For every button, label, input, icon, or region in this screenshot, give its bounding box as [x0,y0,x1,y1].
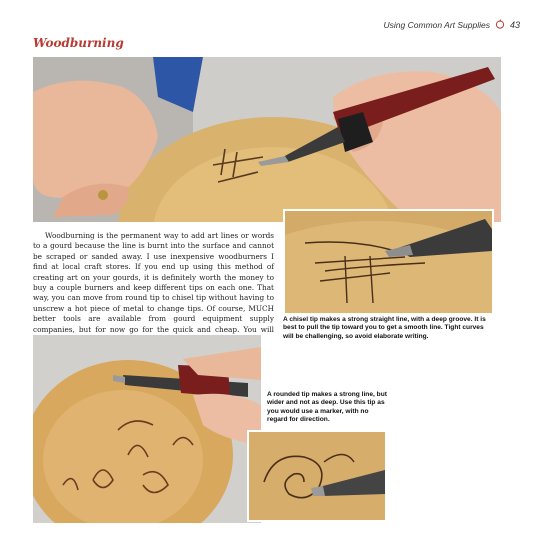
rounded-tip-photo [247,430,387,522]
section-title: Woodburning [33,36,124,50]
chisel-tip-caption: A chisel tip makes a strong straight line, with a deep groove. It is best to pull the tip toward you to get a smooth line. Tight curves will be challenging, so avoid elaborate writing. [283,316,486,340]
lettering-gourd-photo [33,335,261,523]
gourd-icon [495,19,505,31]
main-woodburning-photo [33,57,501,222]
page-number: 43 [509,20,520,30]
running-header [384,19,520,31]
rounded-tip-caption: A rounded tip makes a strong line, but wider and not as deep. Use this tip as you would use a marker, with no regard for direction. [267,391,387,424]
running-title: Using Common Art Supplies [383,20,490,30]
body-paragraph: Woodburning is the permanent way to add art lines or words to a gourd because the line is burnt into the surface and cannot be scraped or sanded away. I use inexpensive woodburners I find at local craft stores. If you end up using this method of creating art on your gourds, it is definitely worth the money to buy a couple burners and keep different tips on each one. That way, you can move from round tip to chisel tip without having to unscrew a hot piece of metal to change tips. Of course, MUCH better tools are available from gourd equipment supply companies, but for now go for the quick and cheap. You will [33,231,274,334]
chisel-tip-photo [283,209,494,315]
